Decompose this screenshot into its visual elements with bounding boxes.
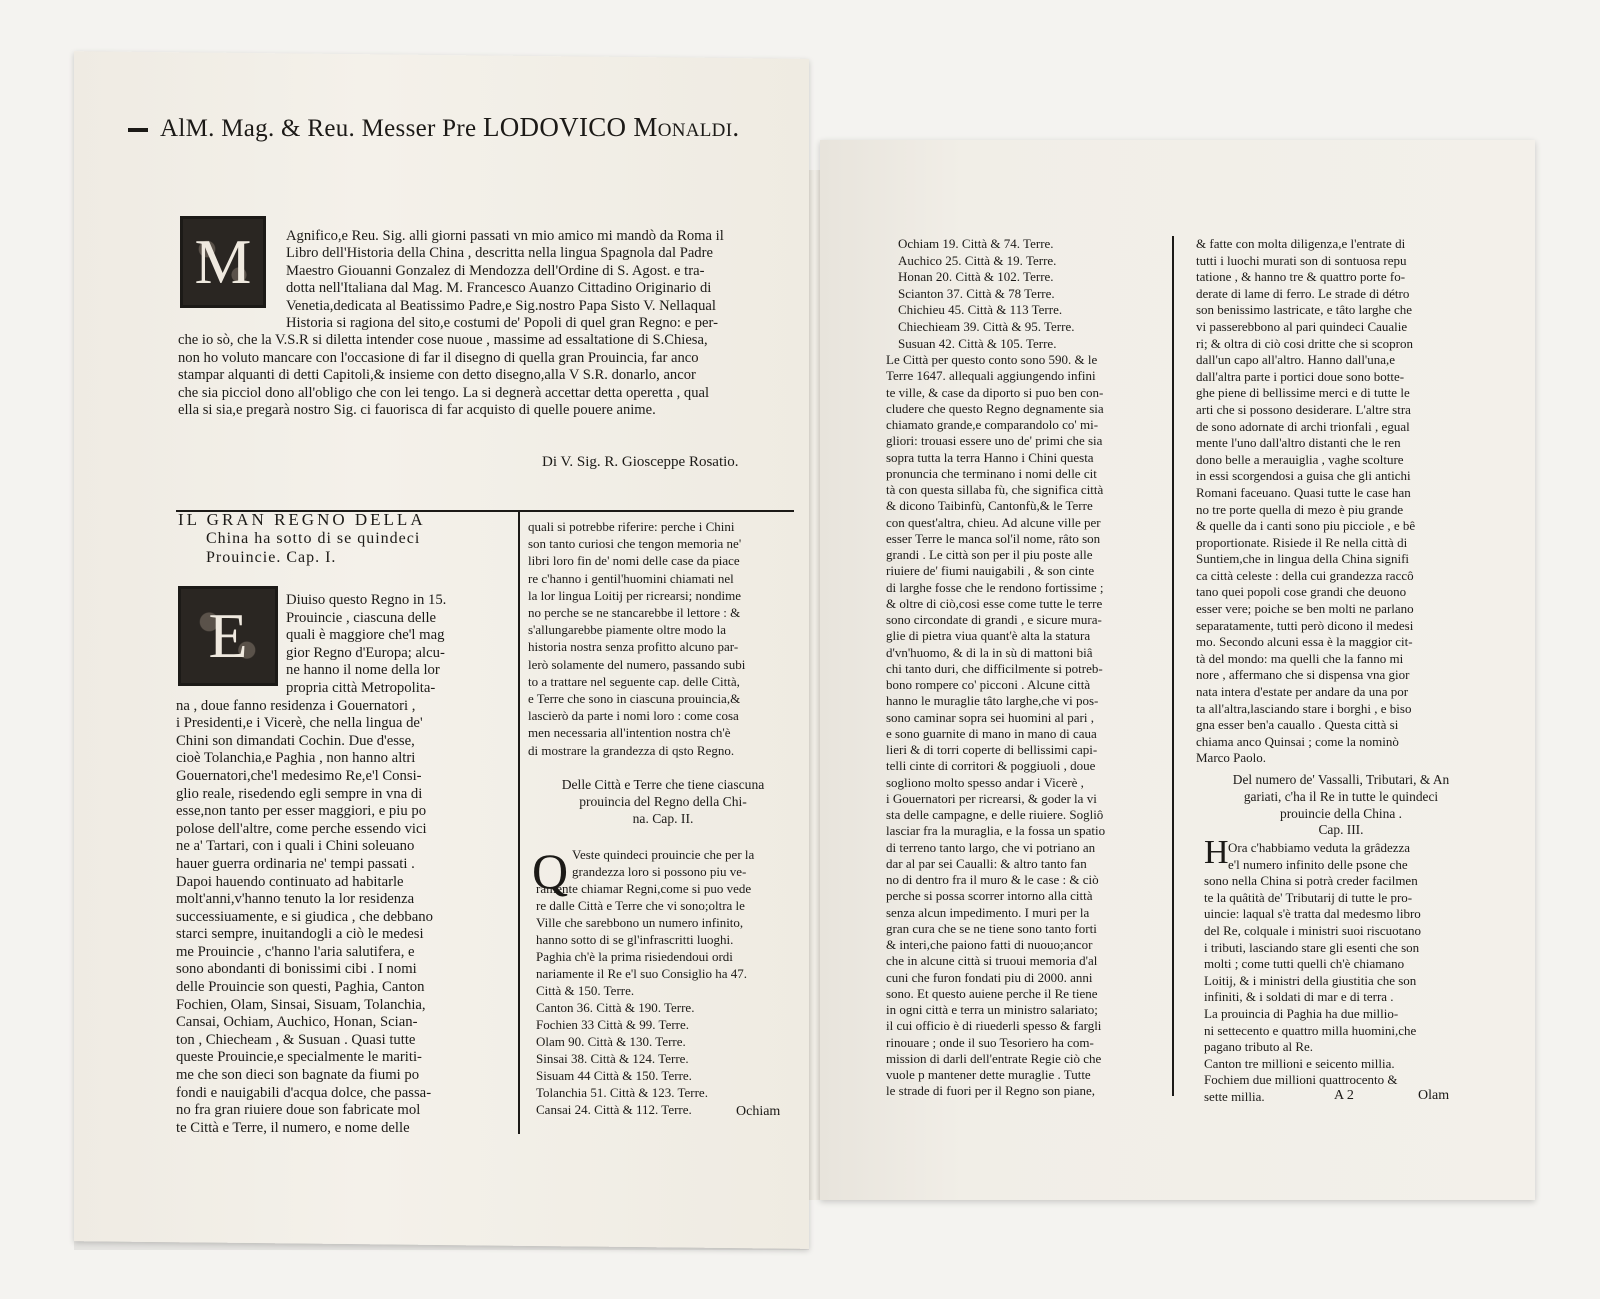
right-column-2-line: proportionate. Risiede il Re nella città di xyxy=(1196,534,1408,550)
right-column-2-line: Suntiem,che in lingua della China signifi xyxy=(1196,551,1410,567)
right-column-2-line: & quelle da i canti sono piu picciole , e bê xyxy=(1196,518,1416,534)
column-rule-left xyxy=(518,510,520,1134)
chapter2-line: Tolanchia 51. Città & 123. Terre. xyxy=(536,1085,708,1100)
chapter3-line: e'l numero infinito delle psone che xyxy=(1228,856,1408,872)
chapter1-heading xyxy=(178,510,508,567)
chapter1-line: successiuamente, e si giudica , che debbano xyxy=(176,908,433,925)
chapter2-line: Cansai 24. Città & 112. Terre. xyxy=(536,1102,692,1117)
chapter1-continuation-line: to a trattare nel seguente cap. delle Città, xyxy=(528,673,740,689)
right-column-1-line: grandi . Le città son per il piu poste alle xyxy=(886,547,1093,562)
right-column-1-line: tà con questa sillaba fù, che significa città xyxy=(886,482,1104,497)
dedication-line: che io sò, che la V.S.R si diletta intender cose nuoue , massime ad essaltatione di S.Chiesa, xyxy=(178,332,708,349)
right-column-1-line: rinouare ; onde il suo Tesoriero ha com- xyxy=(886,1034,1094,1050)
chapter1-line: Dapoi hauendo continuato ad habitarle xyxy=(176,873,404,890)
right-column-2-line: tutti i luochi murati son di sontuosa repu xyxy=(1196,252,1407,268)
right-column-1-line: pronuncia che terminano i nomi delle cit xyxy=(886,465,1097,481)
right-column-2-line: derate di lame di ferro. Le strade di détro xyxy=(1196,285,1410,301)
right-column-2-line: gna esser ben'a cauallo . Questa città si xyxy=(1196,717,1399,733)
chapter2-line: Sinsai 38. Città & 124. Terre. xyxy=(536,1051,689,1066)
province-list xyxy=(898,236,1158,352)
right-column-1-line: hanno le muraglie tâto larghe,che vi pos- xyxy=(886,693,1099,709)
signature-mark: A 2 xyxy=(1334,1088,1354,1103)
chapter1-line: no fra gran riuiere doue son fabricate mol xyxy=(176,1102,421,1119)
right-column-1-line: sono caminar sopra sei huomini al pari , xyxy=(886,709,1094,725)
chapter3-body xyxy=(1204,840,1494,1106)
dedication-line: non ho voluto mancare con l'occasione di far il disegno di quella gran Prouincia, far anco xyxy=(178,349,699,366)
right-column-1-line: gran cura che se ne tiene sono tanto forti xyxy=(886,920,1097,936)
chapter1-line: ne hanno il nome della lor xyxy=(286,662,440,679)
initial-m-letter: M xyxy=(194,226,252,297)
chapter1-line: hauer guerra ordinaria ne' tempi passati . xyxy=(176,855,415,872)
chapter3-line: molti ; come tutti quelli ch'è chiamano xyxy=(1204,956,1405,972)
right-catchword: Olam xyxy=(1418,1088,1450,1103)
chapter1-continuation-line: quali si potrebbe riferire: perche i Chini xyxy=(528,519,735,534)
chapter1-continuation-line: la lor lingua Loitij per ricrearsi; nondime xyxy=(528,587,741,603)
chapter2-body xyxy=(536,846,808,1118)
chapter2-line: Fochien 33 Città & 99. Terre. xyxy=(536,1017,690,1032)
right-column-2-line: dall'altra parte i portici doue sono botte- xyxy=(1196,368,1405,384)
initial-h-letter: H xyxy=(1204,834,1229,871)
right-column-1-line: te ville, & case da diporto si puo ben con- xyxy=(886,384,1104,400)
initial-q-letter: Q xyxy=(532,843,569,899)
chapter3-heading-line: Del numero de' Vassalli, Tributari, & An xyxy=(1232,772,1450,787)
chapter3-line: Ora c'habbiamo veduta la grâdezza xyxy=(1228,840,1411,855)
chapter3-heading-line: Cap. III. xyxy=(1318,822,1364,838)
right-column-1-line: sogliono molto spesso andar i Vicerè , xyxy=(886,774,1084,790)
dedication-title-name: LODOVICO Monaldi. xyxy=(482,112,740,142)
chapter1-continuation-line: lascierò da parte i nomi loro : come cosa xyxy=(528,708,739,724)
right-column-2-line: ta all'altra,lasciando stare i borghi , e biso xyxy=(1196,700,1412,716)
right-column-1-line: di larghe fosse che le rendono fortissime ; xyxy=(886,579,1104,595)
dedication-line: che sia picciol dono all'obligo che con lei tengo. La si degnerà accettar detta operetta , qual xyxy=(178,384,710,401)
chapter2-heading-line: na. Cap. II. xyxy=(632,811,694,826)
right-column-1-line: sopra tutta la terra Hanno i Chini questa xyxy=(886,449,1094,465)
right-column-1-line: vuole p mantener dette muraglie . Tutte xyxy=(886,1067,1091,1082)
chapter1-line: fondi e nauigabili d'acqua dolce, che passa- xyxy=(176,1084,432,1101)
chapter2-line: re dalle Città e Terre che vi sono;oltra le xyxy=(536,898,745,913)
province-list-item: Scianton 37. Città & 78 Terre. xyxy=(898,285,1055,301)
chapter1-heading-line: IL GRAN REGNO DELLA xyxy=(178,510,426,529)
right-column-2-line: son benissimo lastricate, e tâto larghe che xyxy=(1196,302,1412,318)
dedication-line: Historia si ragiona del sito,e costumi de' Popoli di quel gran Regno: e per- xyxy=(286,315,718,332)
chapter3-line: ni settecento e quattro milla huomini,che xyxy=(1204,1022,1417,1038)
chapter3-line: uincie: laqual s'è tratta dal medesmo libro xyxy=(1204,906,1421,922)
right-column-1-line: sono circondate di grandi , e sicure mura- xyxy=(886,612,1102,627)
right-column-2 xyxy=(1196,236,1486,767)
chapter3-heading xyxy=(1196,772,1486,839)
right-column-1-line: telli cinte di corritori & poggiuoli , doue xyxy=(886,758,1096,774)
chapter2-line: Olam 90. Città & 130. Terre. xyxy=(536,1034,686,1049)
chapter2-line: nariamente il Re e'l suo Consiglio ha 47. xyxy=(536,966,748,981)
left-catchword: Ochiam xyxy=(736,1104,781,1119)
province-list-item: Auchico 25. Città & 19. Terre. xyxy=(898,252,1057,268)
right-column-1-line: lieri & di torri coperte di bellissimi capi- xyxy=(886,742,1098,757)
dedication-body xyxy=(178,228,798,419)
right-column-2-line: nata intera d'estate per andare da una por xyxy=(1196,684,1409,700)
chapter1-continuation-line: s'allungarebbe piamente oltre modo la xyxy=(528,622,726,638)
right-column-1 xyxy=(886,352,1171,1100)
chapter2-line: Canton 36. Città & 190. Terre. xyxy=(536,1000,695,1015)
chapter1-line: me Prouincie , c'hanno l'aria salutifera, e xyxy=(176,943,415,960)
chapter1-line: molt'anni,v'hanno tenuto la lor residenza xyxy=(176,891,415,908)
chapter1-line: Gouernatori,che'l medesimo Re,e'l Consi- xyxy=(176,767,422,784)
chapter3-line: te la quâtità de' Tributarij di tutte le pro- xyxy=(1204,889,1413,905)
dedication-line: Venetia,dedicata al Beatissimo Padre,e Sig.nostro Papa Sisto V. Nellaqual xyxy=(286,297,716,314)
chapter1-line: queste Prouincie,e specialmente le mariti- xyxy=(176,1049,422,1066)
right-column-2-line: dono belle a merauiglia , vaghe scolture xyxy=(1196,451,1404,467)
province-list-item: Chiechieam 39. Città & 95. Terre. xyxy=(898,318,1075,334)
dedication-line: dotta nell'Italiana dal Mag. M. Francesco Auanzo Cittadino Originario di xyxy=(286,280,712,297)
chapter1-line: Chini son dimandati Cochin. Due d'esse, xyxy=(176,732,415,749)
right-column-1-line: & oltre di ciò,cosi esse come tutte le terre xyxy=(886,595,1103,611)
chapter1-line: te Città e Terre, il numero, e nome delle xyxy=(176,1119,410,1136)
chapter2-line: Ville che sarebbono un numero infinito, xyxy=(536,915,744,930)
chapter1-line: esse,non tanto per esser maggiori, e piu po xyxy=(176,803,427,820)
right-column-1-line: perche si possa scorrer intorno alla città xyxy=(886,888,1093,904)
right-column-1-line: senza alcun impedimento. I muri per la xyxy=(886,904,1090,920)
right-column-1-line: sono. Et questo auiene perche il Re tiene xyxy=(886,985,1098,1001)
chapter1-line: polose dell'altre, come perche essendo vici xyxy=(176,820,427,837)
right-column-1-line: lasciar fra la muraglia, e la fossa un spatio xyxy=(886,823,1106,839)
chapter3-line: La prouincia di Paghia ha due millio- xyxy=(1204,1005,1399,1021)
chapter1-continuation-line: re c'hanno i gentil'huomini chiamati nel xyxy=(528,570,734,586)
dedication-title xyxy=(128,112,739,143)
chapter1-continuation-line: lerò solamente del numero, passando subi xyxy=(528,656,746,672)
right-column-1-line: il cui officio è di riuederli spesso & fargli xyxy=(886,1018,1102,1034)
right-column-2-line: tatione , & hanno tre & quattro porte fo- xyxy=(1196,269,1406,285)
right-column-1-line: riuiere de' fiumi nauigabili , & son cinte xyxy=(886,563,1095,579)
chapter1-continuation xyxy=(528,518,803,759)
chapter3-heading-line: prouincie della China . xyxy=(1280,805,1402,821)
chapter3-line: pagano tributo al Re. xyxy=(1204,1039,1314,1055)
chapter1-heading-line: China ha sotto di se quindeci xyxy=(206,530,421,547)
chapter1-line: i Presidenti,e i Vicerè, che nella lingua de' xyxy=(176,715,423,732)
right-column-1-line: & dicono Taibinfù, Cantonfù,& le Terre xyxy=(886,498,1093,514)
chapter3-line: Loitij, & i ministri della giustitia che son xyxy=(1204,972,1417,988)
chapter1-line: na , doue fanno residenza i Gouernatori , xyxy=(176,697,416,714)
chapter2-line: ramente chiamar Regni,come si puo vede xyxy=(536,881,752,896)
chapter3-line: Canton tre millioni e seicento millia. xyxy=(1204,1055,1395,1071)
chapter3-line: del Re, colquale i ministri suoi riscuotano xyxy=(1204,922,1421,938)
right-column-2-line: & fatte con molta diligenza,e l'entrate di xyxy=(1196,236,1406,251)
chapter1-line: me che son dieci son bagnate da fiumi po xyxy=(176,1067,420,1084)
chapter2-line: Sisuam 44 Città & 150. Terre. xyxy=(536,1068,692,1083)
chapter1-line: Fochien, Olam, Sinsai, Sisuam, Tolanchia, xyxy=(176,996,426,1013)
right-column-1-line: cludere che questo Regno degnamente sia xyxy=(886,400,1104,416)
right-column-2-line: no tre porte quella di mezo è piu grande xyxy=(1196,501,1404,517)
dedication-line: ella si sia,e pregarà nostro Sig. ci fauorisca di far acquisto di quelle pouere anime. xyxy=(178,402,656,419)
chapter1-line: ton , Chiecheam , & Susuan . Quasi tutte xyxy=(176,1031,416,1048)
right-column-1-line: Le Città per questo conto sono 590. & le xyxy=(886,352,1098,367)
chapter1-continuation-line: no perche se ne stancarebbe il lettore : & xyxy=(528,605,741,621)
chapter1-continuation-line: men necessaria all'intention nostra ch'è xyxy=(528,725,731,741)
chapter1-line: Prouincie , ciascuna delle xyxy=(286,609,437,626)
chapter1-line: sono abondanti di bonissimi cibi . I nomi xyxy=(176,961,417,978)
initial-e-letter: E xyxy=(208,600,248,671)
right-column-1-line: glie di pietra viua quant'è alta la statura xyxy=(886,628,1091,644)
right-column-2-line: dall'un capo all'altro. Hanno dall'una,e xyxy=(1196,352,1396,368)
right-column-1-line: che in alcune città si truoui memoria d'al xyxy=(886,953,1098,969)
chapter2-heading xyxy=(528,776,798,827)
dedication-line: Maestro Giouanni Gonzalez di Mendozza dell'Ordine di S. Agost. e tra- xyxy=(286,262,705,279)
chapter2-line: Paghia ch'è la prima risiedendoui ordi xyxy=(536,949,733,964)
column-rule-right xyxy=(1172,236,1174,1096)
right-column-2-line: de sono adornate di archi trionfali , egual xyxy=(1196,418,1410,434)
province-list-item: Honan 20. Città & 102. Terre. xyxy=(898,269,1054,285)
right-column-2-line: arti che si possono desiderare. L'altre stra xyxy=(1196,401,1411,417)
right-column-2-line: mo. Secondo alcuni essa è la maggior cit- xyxy=(1196,634,1413,650)
chapter2-heading-line: Delle Città e Terre che tiene ciascuna xyxy=(561,777,765,792)
chapter1-heading-line: Prouincie. Cap. I. xyxy=(206,549,337,566)
right-column-2-line: ghe piene di bellissime merci e di tutte le xyxy=(1196,385,1410,401)
right-column-2-line: separatamente, tutti però dicono il medesi xyxy=(1196,617,1414,633)
province-list-item: Susuan 42. Città & 105. Terre. xyxy=(898,335,1057,351)
chapter1-line: starci sempre, inuitandogli a ciò le medesi xyxy=(176,926,424,943)
chapter1-body xyxy=(176,592,516,1137)
chapter2-line: Città & 150. Terre. xyxy=(536,983,635,998)
right-column-2-line: Romani faceuano. Quasi tutte le case han xyxy=(1196,484,1411,500)
right-column-2-line: ri; & oltra di ciò cosi dritte che si scopron xyxy=(1196,335,1413,351)
chapter3-line: sette millia. xyxy=(1204,1088,1265,1104)
right-column-1-line: e sono guarnite di mano in mano di caua xyxy=(886,725,1097,741)
right-column-2-line: chiama anco Quinsai ; come la nominò xyxy=(1196,733,1399,749)
right-column-2-line: in essi scorgendosi a guisa che gli antichi xyxy=(1196,468,1411,484)
chapter2-line: hanno sotto di se gl'infrascritti luoghi. xyxy=(536,932,734,947)
right-column-1-line: no di dentro fra il muro & le case : & ciò xyxy=(886,872,1099,887)
chapter1-continuation-line: e Terre che sono in ciascuna prouincia,& xyxy=(528,691,741,707)
province-list-item: Ochiam 19. Città & 74. Terre. xyxy=(898,236,1054,251)
right-column-2-line: mente l'uno dall'altro distanti che le ren xyxy=(1196,435,1401,451)
right-column-1-line: i Gouernatori per ricrearsi, & goder la vi xyxy=(886,790,1097,806)
chapter2-line: Veste quindeci prouincie che per la xyxy=(572,847,755,862)
chapter1-line: delle Prouincie son questi, Paghia, Canton xyxy=(176,979,425,996)
right-column-1-line: di terreno tanto largo, che vi potriano an xyxy=(886,839,1096,855)
chapter3-line: Fochiem due millioni quattrocento & xyxy=(1204,1072,1398,1088)
chapter1-line: Diuiso questo Regno in 15. xyxy=(286,592,447,608)
dedication-line: stampar alquanti di detti Capitoli,& insieme con detto disegno,alla V S.R. donarlo, ancor xyxy=(178,367,696,384)
chapter1-continuation-line: libri loro fin de' nomi delle case da piace xyxy=(528,553,740,569)
right-column-2-line: tano quei popoli cose grandi che deuono xyxy=(1196,584,1407,600)
right-column-1-line: sta delle campagne, e delle riuiere. Sogliô xyxy=(886,807,1104,822)
chapter2-heading-line: prouincia del Regno della Chi- xyxy=(579,794,747,809)
chapter1-line: propria città Metropolita- xyxy=(286,679,436,696)
right-column-1-line: bono rompere co' picconi . Alcune città xyxy=(886,677,1091,692)
dedication-line: Libro dell'Historia della China , descritta nella lingua Spagnola dal Padre xyxy=(286,245,713,262)
right-column-1-line: cuni che furon fondati piu di 2000. anni xyxy=(886,969,1093,985)
chapter1-line: glio reale, risedendo egli sempre in vna di xyxy=(176,785,423,802)
chapter1-line: gior Regno d'Europa; alcu- xyxy=(286,644,445,661)
right-column-2-line: vi passerebbono al pari quindeci Caualie xyxy=(1196,318,1408,334)
dash-ornament xyxy=(128,128,148,132)
right-column-1-line: gliori: trouasi essere uno de' primi che sia xyxy=(886,433,1103,449)
chapter1-continuation-line: di mostrare la grandezza di qsto Regno. xyxy=(528,742,735,758)
chapter1-line: cioè Tolanchia,e Paghia , non hanno altri xyxy=(176,750,416,767)
right-column-2-line: esser vere; poiche se ben molti ne parlano xyxy=(1196,601,1414,617)
dedication-signature: Di V. Sig. R. Giosceppe Rosatio. xyxy=(542,454,739,470)
chapter1-continuation-line: historia nostra senza profitto alcuno par- xyxy=(528,639,739,655)
province-list-item: Chichieu 45. Città & 113 Terre. xyxy=(898,302,1063,318)
right-column-1-line: in ogni città e terra un ministro salariato; xyxy=(886,1002,1098,1017)
chapter2-line: grandezza loro si possono piu ve- xyxy=(572,864,747,879)
chapter3-line: sono nella China si potrà creder facilmen xyxy=(1204,873,1418,889)
chapter1-line: quali è maggiore che'l mag xyxy=(286,627,445,644)
right-column-2-line: ca città celeste : della cui grandezza raccô xyxy=(1196,567,1414,583)
dedication-line: Agnifico,e Reu. Sig. alli giorni passati vn mio amico mi mandò da Roma il xyxy=(286,228,724,244)
chapter3-line: i tributi, lasciando stare gli esenti che son xyxy=(1204,939,1420,955)
right-column-1-line: mission di darli dell'entrate Regie ciò che xyxy=(886,1050,1102,1066)
right-column-1-line: dar al par sei Caualli: & altro tanto fan xyxy=(886,855,1087,871)
chapter3-line: infiniti, & i soldati di mar e di terra . xyxy=(1204,989,1394,1005)
right-column-1-line: chiamato grande,e comparandolo co' mi- xyxy=(886,417,1099,432)
right-column-1-line: con quest'altra, chieu. Ad alcune ville per xyxy=(886,514,1101,530)
right-column-1-line: d'vn'huomo, & di la in sù di mattoni biâ xyxy=(886,644,1093,660)
right-column-2-line: tà del mondo: ma quelli che la fanno mi xyxy=(1196,650,1404,666)
chapter1-continuation-line: son tanto curiosi che tengon memoria ne' xyxy=(528,536,742,552)
right-column-1-line: Terre 1647. allequali aggiungendo infini xyxy=(886,368,1096,384)
right-column-1-line: chi tanto duri, che difficilmente si potreb- xyxy=(886,660,1103,676)
chapter3-heading-line: gariati, c'ha il Re in tutte le quindeci xyxy=(1243,788,1439,804)
right-column-1-line: esser Terre le manca sol'il nome, râto son xyxy=(886,530,1101,546)
chapter1-line: Cansai, Ochiam, Auchico, Honan, Scian- xyxy=(176,1014,418,1031)
dedication-title-prefix: AlM. Mag. & Reu. Messer Pre xyxy=(160,115,477,142)
right-column-1-line: le strade di fuori per il Regno son piane, xyxy=(886,1083,1096,1099)
right-column-2-line: Marco Paolo. xyxy=(1196,750,1267,766)
chapter1-line: ne a' Tartari, con i quali i Chini soleuano xyxy=(176,838,415,855)
right-column-2-line: nore , affermano che si dispensa vna gior xyxy=(1196,667,1410,683)
right-column-1-line: & interi,che paiono fatti di nuouo;ancor xyxy=(886,937,1093,952)
